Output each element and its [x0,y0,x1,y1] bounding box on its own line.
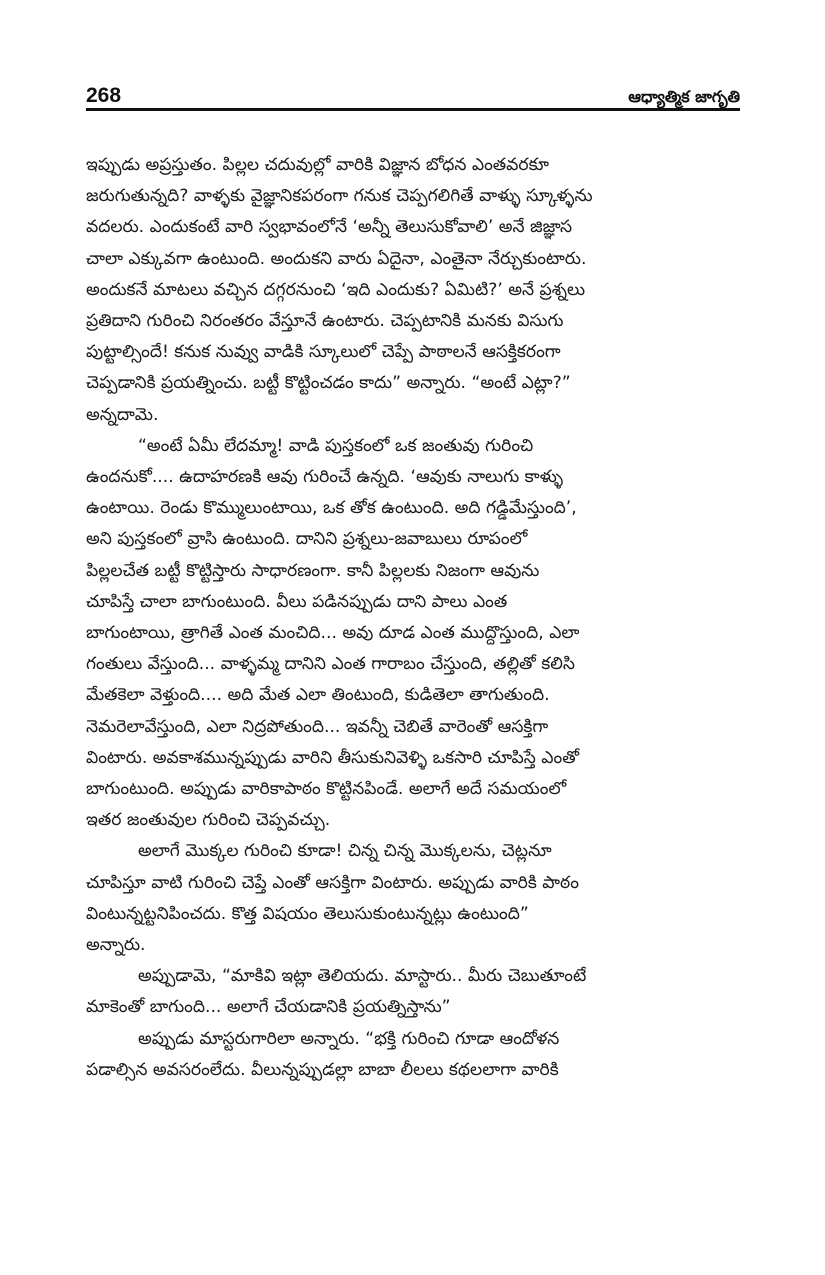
text-line: వింటారు. అవకాశమున్నప్పుడు వారిని తీసుకునివెళ్ళి ఒకసారి చూపిస్తే ఎంతో [86,747,579,768]
paragraph [86,1024,740,1086]
page-number: 268 [86,84,122,107]
text-line: అప్పుడు మాస్టరుగారిలా అన్నారు. “భక్తి గురించి గూడా ఆందోళన [138,1028,560,1049]
text-line: గంతులు వేస్తుంది... వాళ్ళమ్మ దానిని ఎంత గారాబం చేస్తుంది, తల్లితో కలిసి [86,654,575,675]
paragraph [86,836,740,961]
text-line: ఉందనుకో.... ఉదాహరణకి ఆవు గురించే ఉన్నది. ‘ఆవుకు నాలుగు కాళ్ళు [86,467,564,488]
body-text [86,150,740,1086]
text-line: వింటున్నట్టనిపించదు. కొత్త విషయం తెలుసుకుంటున్నట్లు ఉంటుంది” [86,903,529,924]
text-line: జరుగుతున్నది? వాళ్ళకు వైజ్ఞానికపరంగా గనుక చెప్పగలిగితే వాళ్ళు స్కూళ్ళను [86,186,593,207]
text-line: అన్నదామె. [86,404,159,425]
paragraph [86,961,740,1023]
text-line: చూపిస్తూ వాటి గురించి చెప్తే ఎంతో ఆసక్తిగా వింటారు. అప్పుడు వారికి పాఠం [86,872,579,893]
text-line: ఇతర జంతువుల గురించి చెప్పవచ్చు. [86,810,331,831]
text-line: చాలా ఎక్కువగా ఉంటుంది. అందుకని వారు ఏదైనా, ఎంతైనా నేర్చుకుంటారు. [86,248,587,269]
text-line: నెమరెలావేస్తుంది, ఎలా నిద్రపోతుంది... ఇవన్నీ చెబితే వారెంతో ఆసక్తిగా [86,716,549,737]
text-line: ప్రతిదాని గురించి నిరంతరం వేస్తూనే ఉంటారు. చెప్పటానికి మనకు విసుగు [86,311,564,332]
text-line: పుట్టాల్సిందే! కనుక నువ్వు వాడికి స్కూలులో చెప్పే పాఠాలనే ఆసక్తికరంగా [86,342,561,363]
text-line: అన్నారు. [86,935,146,956]
paragraph [86,150,740,431]
text-line: అందుకనే మాటలు వచ్చిన దగ్గరనుంచి ‘ఇది ఎందుకు? ఏమిటి?’ అనే ప్రశ్నలు [86,279,586,300]
text-line: పడాల్సిన అవసరంలేదు. వీలున్నప్పుడల్లా బాబా లీలలు కథలలాగా వారికి [86,1059,559,1080]
text-line: బాగుంటుంది. అప్పుడు వారికాపాఠం కొట్టినపిండే. అలాగే అదే సమయంలో [86,779,567,800]
running-title: ఆధ్యాత్మిక జాగృతి [628,87,740,106]
text-line: అప్పుడామె, “మాకివి ఇట్లా తెలియదు. మాస్టారు.. మీరు చెబుతూంటే [138,966,587,987]
text-line: పిల్లలచేత బట్టీ కొట్టిస్తారు సాధారణంగా. కానీ పిల్లలకు నిజంగా ఆవును [86,560,540,581]
text-line: అలాగే మొక్కల గురించి కూడా! చిన్న చిన్న మొక్కలను, చెట్లనూ [138,841,552,862]
text-line: “అంటే ఏమీ లేదమ్మా! వాడి పుస్తకంలో ఒక జంతువు గురించి [138,435,534,456]
text-line: మాకెంతో బాగుంది... అలాగే చేయడానికి ప్రయత్నిస్తాను” [86,997,451,1018]
text-line: అని పుస్తకంలో వ్రాసి ఉంటుంది. దానిని ప్రశ్నలు-జవాబులు రూపంలో [86,529,528,550]
header-divider [86,108,740,111]
paragraph [86,431,740,837]
page-header [86,76,740,108]
text-line: మేతకెలా వెళ్తుంది.... అది మేత ఎలా తింటుంది, కుడితెలా తాగుతుంది. [86,685,550,706]
text-line: ఉంటాయి. రెండు కొమ్ములుంటాయి, ఒక తోక ఉంటుంది. అది గడ్డిమేస్తుంది’, [86,498,577,519]
text-line: చూపిస్తే చాలా బాగుంటుంది. వీలు పడినప్పుడు దాని పాలు ఎంత [86,591,508,612]
text-line: వదలరు. ఎందుకంటే వారి స్వభావంలోనే ‘అన్నీ తెలుసుకోవాలి’ అనే జిజ్ఞాస [86,217,573,238]
text-line: ఇప్పుడు అప్రస్తుతం. పిల్లల చదువుల్లో వారికి విజ్ఞాన బోధన ఎంతవరకూ [86,155,550,175]
text-line: చెప్పడానికి ప్రయత్నించు. బట్టీ కొట్టించడం కాదు” అన్నారు. “అంటే ఎట్లా?” [86,373,571,394]
text-line: బాగుంటాయి, త్రాగితే ఎంత మంచిది... అవు దూడ ఎంత ముద్దొస్తుంది, ఎలా [86,623,580,644]
